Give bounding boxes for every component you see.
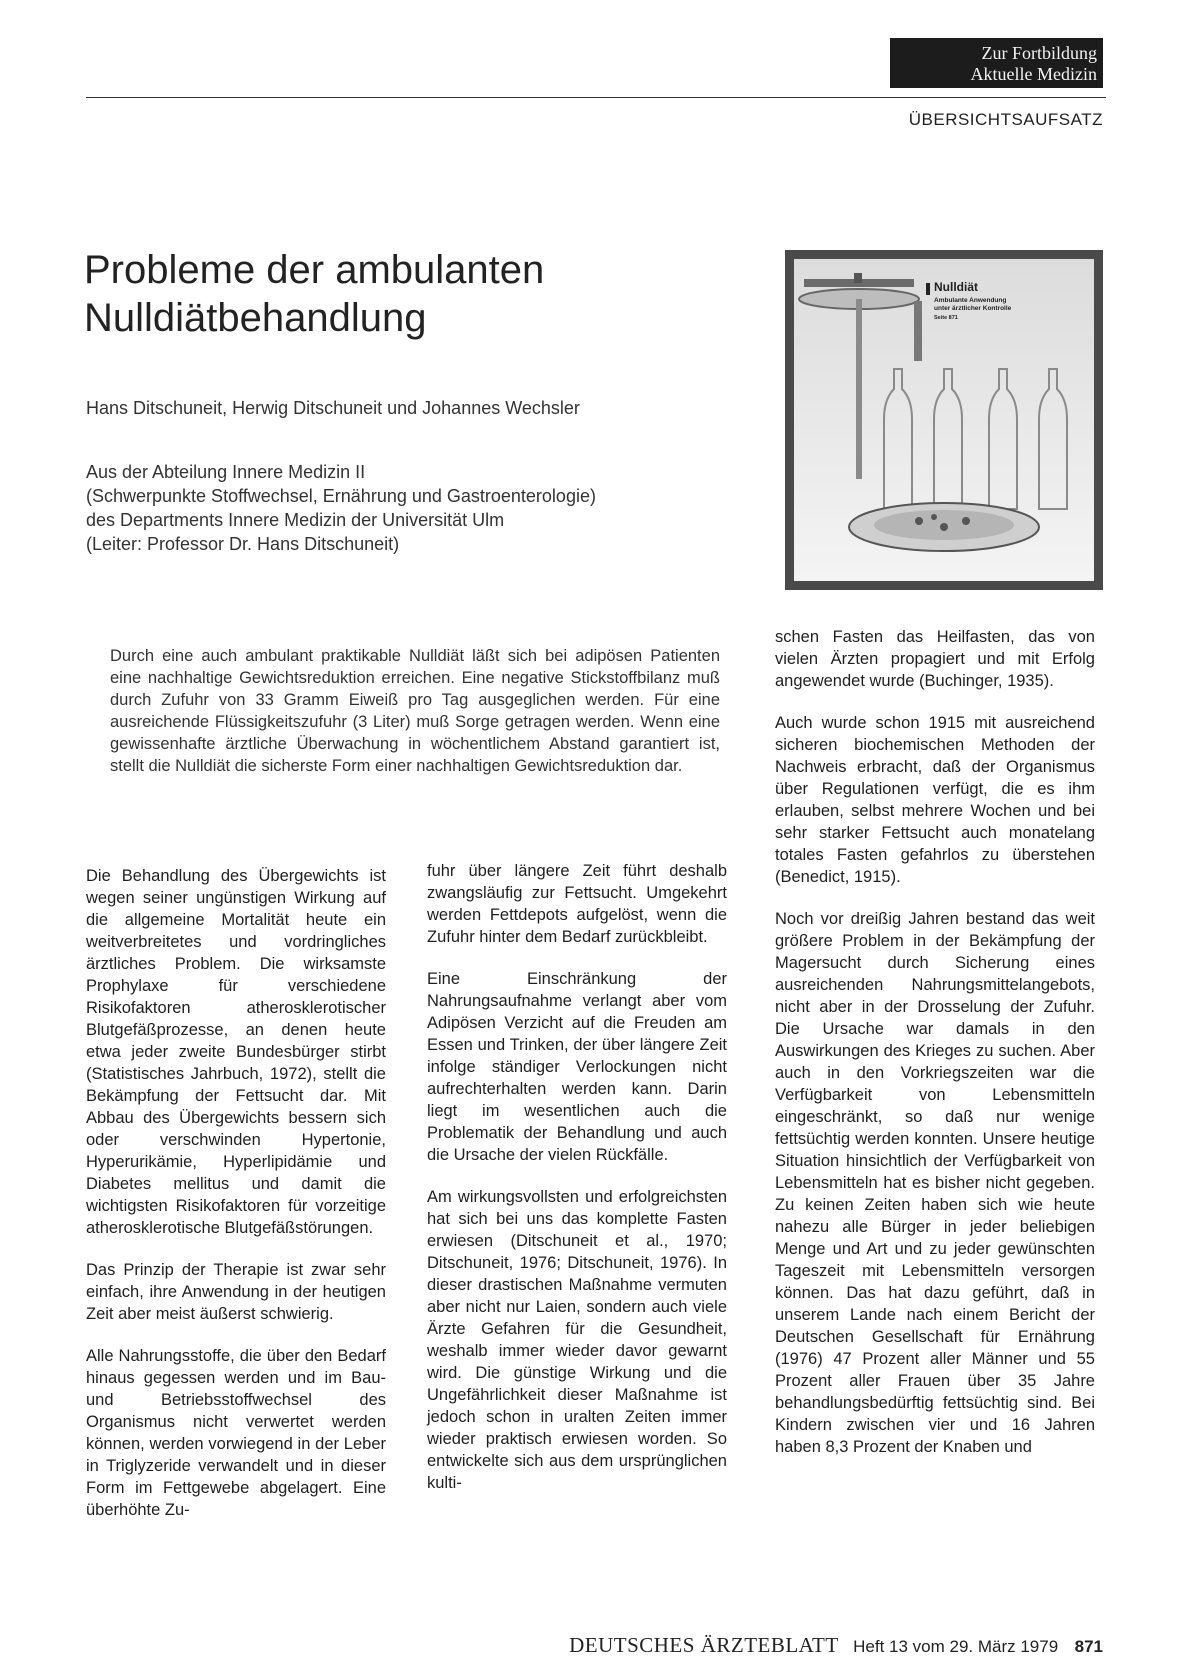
abstract: Durch eine auch ambulant praktikable Nulldiät läßt sich bei adipösen Patienten eine nachhaltige Gewichtsreduktion erreichen. Eine negative Stickstoffbilanz muß durch Zufuhr von 33 Gramm Eiweiß pro Tag ausgeglichen werden. Für eine ausreichende Flüssigkeitszufuhr (3 Liter) muß Sorge getragen werden. Wenn eine gewissenhafte ärztliche Überwachung in wöchentlichem Abstand garantiert ist, stellt die Nulldiät die sicherste Form einer nachhaltigen Gewichtsreduktion dar. [110,647,720,775]
cover-photo-image [794,259,1094,581]
section-label: ÜBERSICHTSAUFSATZ [908,110,1103,129]
affiliation [86,460,596,556]
paragraph: Eine Einschränkung der Nahrungsaufnahme verlangt aber vom Adipösen Verzicht auf die Freuden am Essen und Trinken, der über längere Zeit infolge ständiger Verlockungen nicht aufrechterhalten werden kann. Darin liegt im wesentlichen auch die Problematik der Behandlung und auch die Ursache der vielen Rückfälle. [427,970,727,1164]
paragraph: Noch vor dreißig Jahren bestand das weit größere Problem in der Bekämpfung der Magersucht durch Sicherung eines ausreichenden Nahrungsmittelangebots, nicht aber in der Drosselung der Zufuhr. Die Ursache war damals in den Auswirkungen des Krieges zu suchen. Aber auch in den Vorkriegszeiten war die Verfügbarkeit von Lebensmitteln eingeschränkt, so daß nur wenige fettsüchtig werden konnten. Unsere heutige Situation hinsichtlich der Verfügbarkeit von Lebensmitteln hat es bisher nicht gegeben. Zu keinen Zeiten haben sich wie heute nahezu alle Bürger in jeder beliebigen Menge und Art und zu jeder gewünschten Tageszeit mit Lebensmitteln versorgen können. Das hat dazu geführt, daß in unserem Lande nach einem Bericht der Deutschen Gesellschaft für Ernährung (1976) 47 Prozent aller Männer und 55 Prozent aller Frauen über 35 Jahre behandlungsbedürftig fettsüchtig sind. Bei Kindern zwischen vier und 16 Jahren haben 8,3 Prozent der Knaben und [775,910,1095,1456]
authors: Hans Ditschuneit, Herwig Ditschuneit und Johannes Wechsler [86,398,580,418]
paragraph: schen Fasten das Heilfasten, das von vielen Ärzten propagiert und mit Erfolg angewendet wurde (Buchinger, 1935). [775,628,1095,690]
page-footer [569,1633,1103,1658]
section-tag-line-1: Zur Fortbildung [981,43,1097,63]
section-tag [890,38,1103,88]
article-title [84,246,644,342]
photo-caption-line-2: unter ärztlicher Kontrolle [934,305,1012,312]
journal-name: DEUTSCHES ÄRZTEBLATT [569,1633,839,1657]
affiliation-line-4: (Leiter: Professor Dr. Hans Ditschuneit) [86,534,400,554]
title-line-1: Probleme der ambulanten [84,248,545,292]
photo-caption-line-1: Ambulante Anwendung [934,297,1007,304]
body-column-1 [86,865,386,1541]
title-line-2: Nulldiätbehandlung [84,296,427,340]
page-number: 871 [1074,1637,1103,1656]
body-column-2 [427,860,727,1514]
paragraph: Auch wurde schon 1915 mit ausreichend sicheren biochemischen Methoden der Nachweis erbracht, daß der Organismus über Regulationen verfügt, die es ihm erlauben, selbst mehrere Wochen und bei sehr starker Fettsucht auch monatelang totales Fasten gefahrlos zu überstehen (Benedict, 1915). [775,714,1095,886]
cover-photo [785,250,1103,590]
header-rule [86,97,1106,98]
photo-caption-title: Nulldiät [934,280,978,294]
affiliation-line-1: Aus der Abteilung Innere Medizin II [86,462,366,482]
paragraph: fuhr über längere Zeit führt deshalb zwangsläufig zur Fettsucht. Umgekehrt werden Fettdepots aufgelöst, wenn die Zufuhr hinter dem Bedarf zurückbleibt. [427,862,727,946]
paragraph: Das Prinzip der Therapie ist zwar sehr einfach, ihre Anwendung in der heutigen Zeit aber meist äußerst schwierig. [86,1261,386,1323]
body-column-3 [775,626,1095,1478]
affiliation-line-2: (Schwerpunkte Stoffwechsel, Ernährung und Gastroenterologie) [86,486,596,506]
paragraph: Alle Nahrungsstoffe, die über den Bedarf hinaus gegessen werden und im Bau- und Betriebsstoffwechsel des Organismus nicht verwertet werden können, werden vorwiegend in der Leber in Triglyzeride verwandelt und in dieser Form im Fettgewebe abgelagert. Eine überhöhte Zu- [86,1347,386,1519]
affiliation-line-3: des Departments Innere Medizin der Universität Ulm [86,510,505,530]
photo-caption-page: Seite 871 [934,315,958,321]
section-tag-line-2: Aktuelle Medizin [970,64,1097,84]
issue-info: Heft 13 vom 29. März 1979 [853,1637,1059,1656]
paragraph: Die Behandlung des Übergewichts ist wegen seiner ungünstigen Wirkung auf die allgemeine Mortalität heute ein weitverbreitetes und vordringliches ärztliches Problem. Die wirksamste Prophylaxe für verschiedene Risikofaktoren atherosklerotischer Blutgefäßprozesse, an denen heute etwa jeder zweite Bundesbürger stirbt (Statistisches Jahrbuch, 1972), stellt die Bekämpfung der Fettsucht dar. Mit Abbau des Übergewichts bessern sich oder verschwinden Hypertonie, Hyperurikämie, Hyperlipidämie und Diabetes mellitus und damit die wichtigsten Risikofaktoren für vorzeitige atherosklerotische Blutgefäßstörungen. [86,867,386,1237]
paragraph: Am wirkungsvollsten und erfolgreichsten hat sich bei uns das komplette Fasten erwiesen (Ditschuneit et al., 1970; Ditschuneit, 1976; Ditschuneit, 1976). In dieser drastischen Maßnahme vermuten aber nicht nur Laien, sondern auch viele Ärzte Gefahren für die Gesundheit, weshalb immer wieder davor gewarnt wird. Die günstige Wirkung und die Ungefährlichkeit dieser Maßnahme ist jedoch schon in uralten Zeiten immer wieder praktisch erwiesen worden. So entwickelte sich aus dem ursprünglichen kulti- [427,1188,727,1492]
